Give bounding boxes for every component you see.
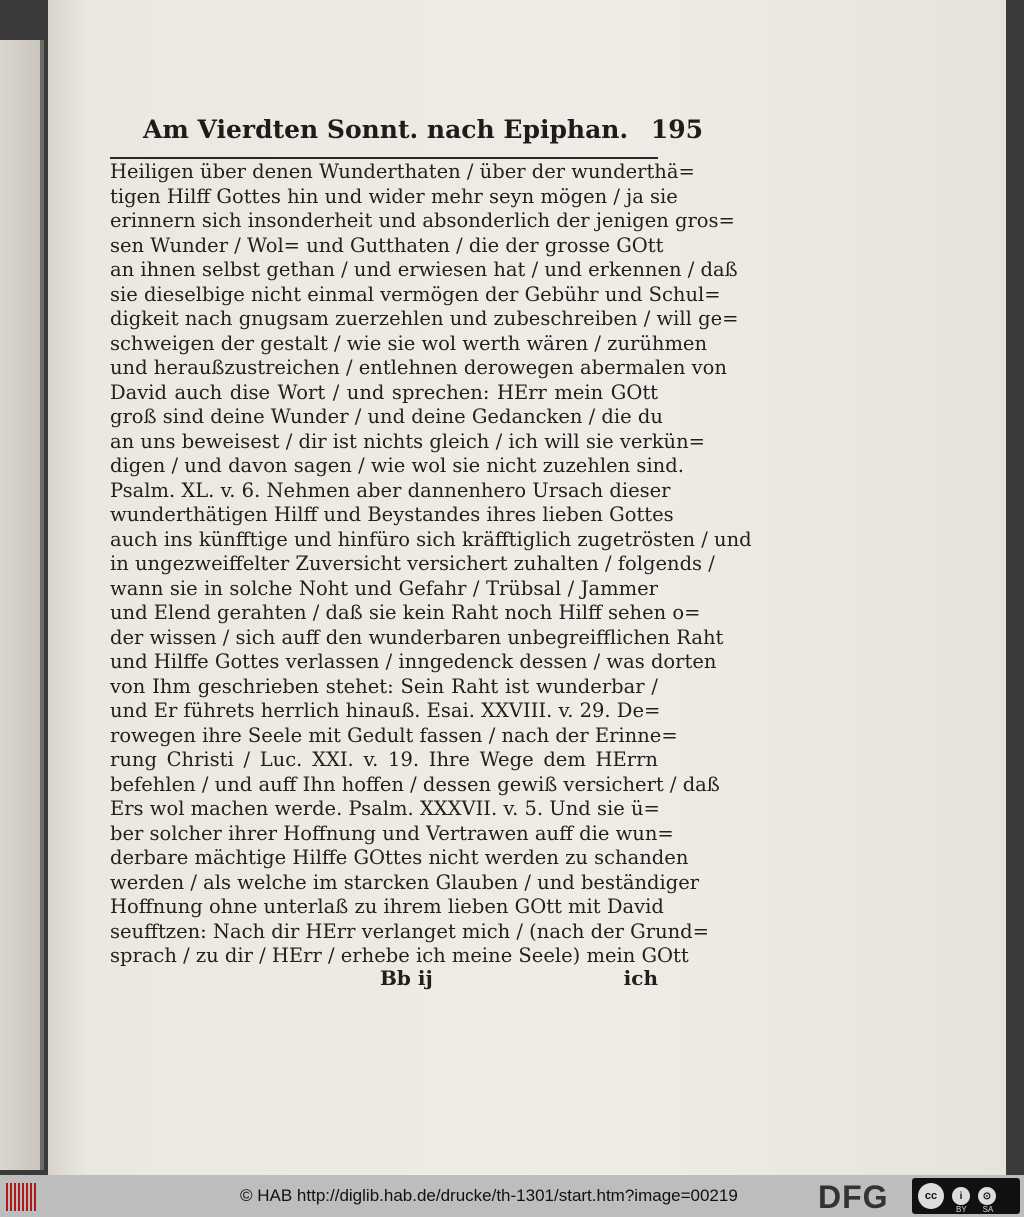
text-line: an uns beweisest / dir ist nichts gleich / ich will sie verkün= xyxy=(110,429,705,453)
previous-page-edge xyxy=(0,40,44,1170)
license-labels xyxy=(956,1205,993,1214)
text-line: digkeit nach gnugsam zuerzehlen und zubeschreiben / will ge= xyxy=(110,307,739,330)
text-line: tigen Hilff Gottes hin und wider mehr seyn mögen / ja sie xyxy=(110,184,678,208)
text-line: befehlen / und auff Ihn hoffen / dessen gewiß versichert / daß xyxy=(110,772,720,796)
text-line: rowegen ihre Seele mit Gedult fassen / nach der Erinne= xyxy=(110,723,678,747)
text-line: sen Wunder / Wol= und Gutthaten / die der grosse GOtt xyxy=(110,233,664,257)
text-line: derbare mächtige Hilffe GOttes nicht werden zu schanden xyxy=(110,846,689,869)
text-line: seufftzen: Nach dir HErr verlanget mich / (nach der Grund= xyxy=(110,919,710,943)
credit-link[interactable]: © HAB http://diglib.hab.de/drucke/th-1301/start.htm?image=00219 xyxy=(240,1186,738,1205)
book-page xyxy=(48,0,1006,1175)
text-line: werden / als welche im starcken Glauben / und beständiger xyxy=(110,870,700,894)
text-line: und Elend gerahten / daß sie kein Raht noch Hilff sehen o= xyxy=(110,601,701,624)
hab-logo-icon xyxy=(6,1183,38,1211)
text-line: wann sie in solche Noht und Gefahr / Trübsal / Jammer xyxy=(110,576,658,600)
signature-mark: Bb ij xyxy=(380,966,433,990)
page-body-text xyxy=(110,160,752,969)
text-line: David auch dise Wort / und sprechen: HErr mein GOtt xyxy=(110,380,658,404)
text-line: ber solcher ihrer Hoffnung und Vertrawen auff die wun= xyxy=(110,821,674,845)
page-number: 195 xyxy=(650,115,703,144)
text-line: und heraußzustreichen / entlehnen derowegen abermalen von xyxy=(110,356,727,379)
text-line: sie dieselbige nicht einmal vermögen der Gebühr und Schul= xyxy=(110,282,721,306)
text-line: auch ins künfftige und hinfüro sich kräfftiglich zugetrösten / und xyxy=(110,527,752,551)
text-line: groß sind deine Wunder / und deine Gedancken / die du xyxy=(110,405,663,428)
text-line: wunderthätigen Hilff und Beystandes ihres lieben Gottes xyxy=(110,503,674,526)
running-header xyxy=(143,115,703,149)
text-line: von Ihm geschrieben stehet: Sein Raht ist wunderbar / xyxy=(110,674,658,698)
text-line: der wissen / sich auff den wunderbaren unbegreifflichen Raht xyxy=(110,625,724,649)
text-line: Ers wol machen werde. Psalm. XXXVII. v. 5. Und sie ü= xyxy=(110,797,660,820)
cc-license-badge[interactable] xyxy=(912,1178,1020,1214)
dfg-logo: DFG xyxy=(818,1179,889,1215)
text-line: digen / und davon sagen / wie wol sie nicht zuzehlen sind. xyxy=(110,454,684,477)
viewer-footer-bar xyxy=(0,1175,1024,1217)
text-line: an ihnen selbst gethan / und erwiesen hat / und erkennen / daß xyxy=(110,258,738,281)
sa-icon: ⊙ xyxy=(978,1187,996,1205)
text-line: Heiligen über denen Wunderthaten / über der wunderthä= xyxy=(110,160,695,183)
by-icon: i xyxy=(952,1187,970,1205)
text-line: in ungezweiffelter Zuversicht versichert zuhalten / folgends / xyxy=(110,552,715,575)
text-line: erinnern sich insonderheit und absonderlich der jenigen gros= xyxy=(110,209,735,232)
catchword: ich xyxy=(623,966,658,990)
cc-icon: cc xyxy=(918,1183,944,1209)
text-line: sprach / zu dir / HErr / erhebe ich meine Seele) mein GOtt xyxy=(110,944,689,967)
running-head-title: Am Vierdten Sonnt. nach Epiphan. xyxy=(143,115,629,144)
text-line: und Er führets herrlich hinauß. Esai. XXVIII. v. 29. De= xyxy=(110,699,661,722)
text-line: und Hilffe Gottes verlassen / inngedenck dessen / was dorten xyxy=(110,650,717,673)
header-rule xyxy=(110,157,658,159)
text-line: Psalm. XL. v. 6. Nehmen aber dannenhero Ursach dieser xyxy=(110,478,671,502)
text-line: rung Christi / Luc. XXI. v. 19. Ihre Wege dem HErrn xyxy=(110,748,658,771)
license-label: SA xyxy=(982,1205,994,1214)
text-line: Hoffnung ohne unterlaß zu ihrem lieben GOtt mit David xyxy=(110,895,664,918)
text-line: schweigen der gestalt / wie sie wol werth wären / zurühmen xyxy=(110,331,708,355)
license-label: BY xyxy=(956,1205,967,1214)
